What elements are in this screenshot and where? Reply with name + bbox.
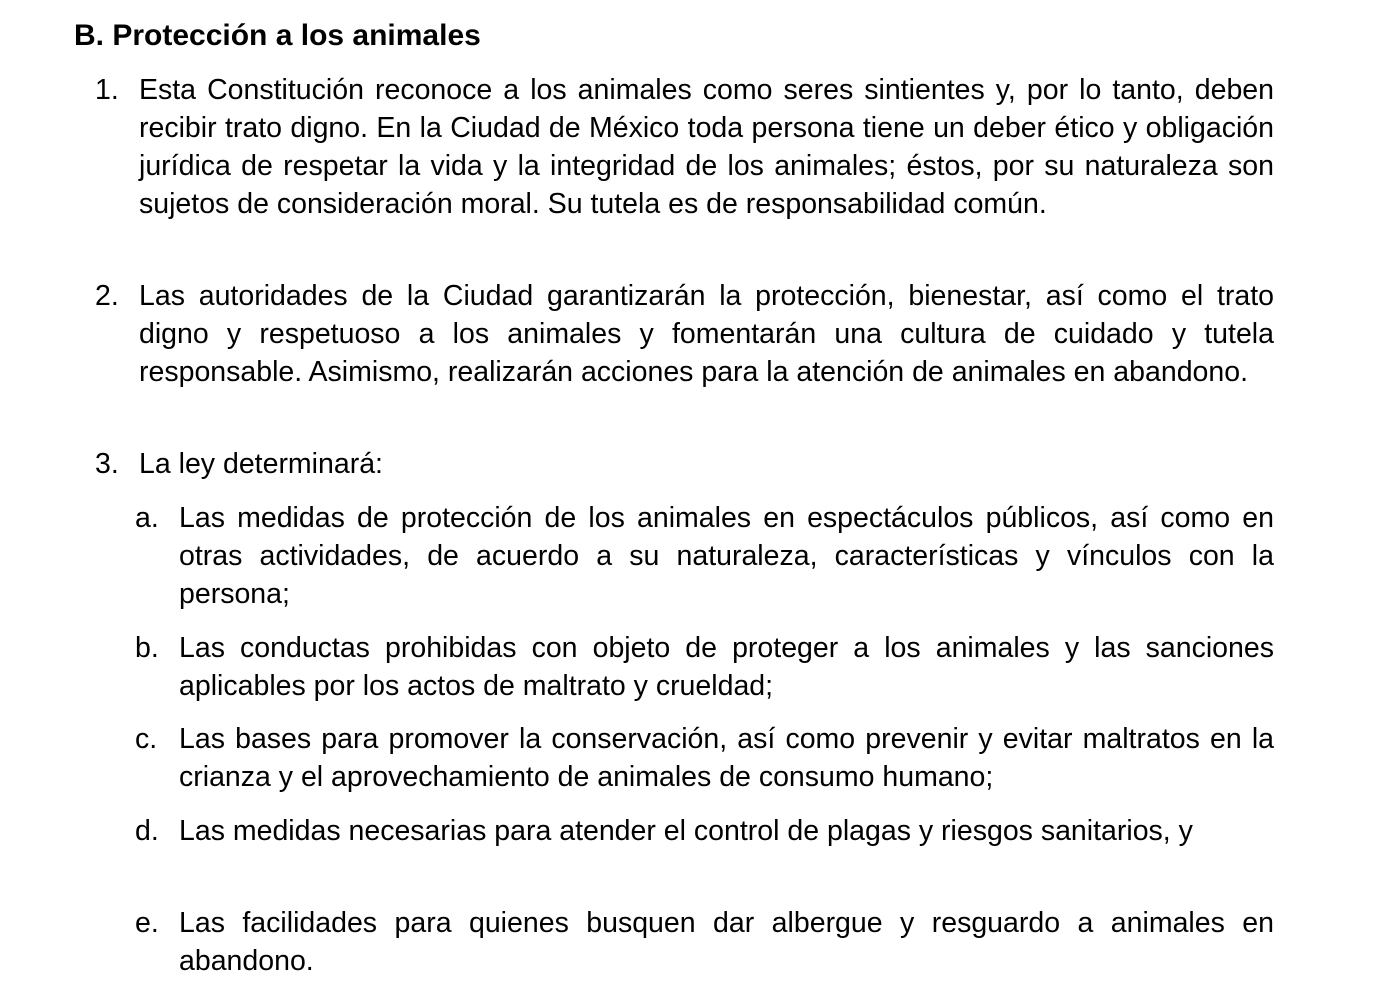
list-item-text: Esta Constitución reconoce a los animales como seres sintientes y, por lo tanto, deben recibir trato digno. En la Ciudad de México toda persona tiene un deber ético y obligación jurídica de respetar la vida y la integridad de los animales; éstos, por su naturaleza son sujetos de consideración moral. Su tutela es de responsabilidad común.	[139, 74, 1274, 220]
list-item-text: La ley determinará:	[139, 448, 383, 480]
sub-list-marker: b.	[135, 632, 159, 664]
sub-list-item-text: Las conductas prohibidas con objeto de proteger a los animales y las sanciones aplicables por los actos de maltrato y crueldad;	[179, 632, 1274, 702]
sub-list-item-text: Las medidas necesarias para atender el control de plagas y riesgos sanitarios, y	[179, 815, 1193, 847]
sub-list-marker: e.	[135, 907, 159, 939]
sub-list-item-text: Las facilidades para quienes busquen dar albergue y resguardo a animales en abandono.	[179, 907, 1274, 977]
sub-list-marker: c.	[135, 723, 158, 755]
sub-list-item-text: Las bases para promover la conservación, así como prevenir y evitar maltratos en la crianza y el aprovechamiento de animales de consumo humano;	[179, 723, 1274, 793]
section-heading: B. Protección a los animales	[74, 19, 481, 52]
list-marker: 2.	[95, 280, 119, 312]
sub-list-marker: d.	[135, 815, 159, 847]
sub-list-item-text: Las medidas de protección de los animales en espectáculos públicos, así como en otras actividades, de acuerdo a su naturaleza, características y vínculos con la persona;	[179, 502, 1274, 610]
sub-list-marker: a.	[135, 502, 159, 534]
list-marker: 3.	[95, 448, 119, 480]
list-item-text: Las autoridades de la Ciudad garantizarán la protección, bienestar, así como el trato digno y respetuoso a los animales y fomentarán una cultura de cuidado y tutela responsable. Asimismo, realizarán acciones para la atención de animales en abandono.	[139, 280, 1274, 388]
list-marker: 1.	[95, 74, 119, 106]
